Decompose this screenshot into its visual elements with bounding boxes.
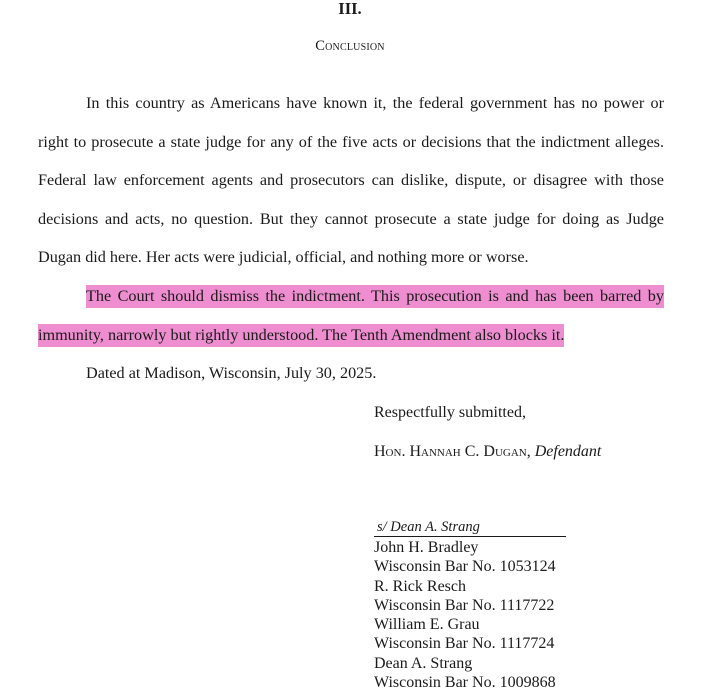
dated-line: Dated at Madison, Wisconsin, July 30, 2025. [86, 364, 377, 382]
counsel-name: William E. Grau [374, 616, 480, 634]
party-role: Defendant [534, 443, 602, 460]
counsel-list [374, 538, 556, 692]
counsel-bar-number: Wisconsin Bar No. 1053124 [374, 558, 556, 576]
counsel-bar-number: Wisconsin Bar No. 1009868 [374, 674, 556, 692]
signature-line: s/ Dean A. Strang [374, 518, 566, 537]
party-line [374, 442, 694, 462]
counsel-bar-number: Wisconsin Bar No. 1117724 [374, 635, 555, 653]
section-title: Conclusion [315, 38, 385, 54]
party-name: Hon. Hannah C. Dugan, [374, 443, 531, 460]
counsel-name: John H. Bradley [374, 539, 479, 556]
paragraph-requested-relief [38, 277, 664, 354]
counsel-bar-number: Wisconsin Bar No. 1117722 [374, 596, 555, 614]
highlighted-text: The Court should dismiss the indictment. This prosecution is and has been barred by immunity, narrowly but rightly understood. The Tenth Amendment also blocks it. [38, 285, 664, 347]
counsel-name: Dean A. Strang [374, 654, 473, 672]
paragraph-argument-summary: In this country as Americans have known it, the federal government has no power or right to prosecute a state judge for any of the five acts or decisions that the indictment alleges. Federal law enforcement agents and prosecutors can dislike, dispute, or disagree with those decisions and acts, no question. But they cannot prosecute a state judge for doing as Judge Dugan did here. Her acts were judicial, official, and nothing more or worse. [38, 94, 664, 267]
section-number: III. [338, 0, 362, 18]
closing-line: Respectfully submitted, [374, 404, 526, 421]
counsel-name: R. Rick Resch [374, 577, 466, 595]
